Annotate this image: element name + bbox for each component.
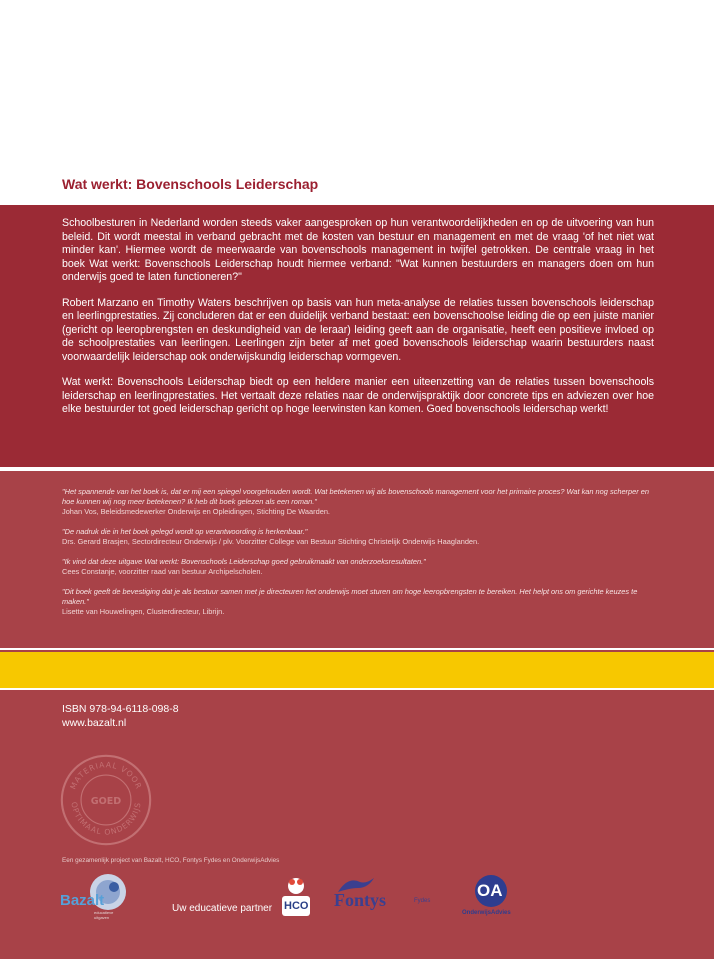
intro-panel (0, 205, 714, 467)
quote-text: "Dit boek geeft de bevestiging dat je als bestuur samen met je directeuren het onderwijs moet sturen om hoge leeropbrengsten te bereiken. Het helpt ons om gerichte keuzes te maken." (62, 587, 638, 606)
quote-author: Drs. Gerard Brasjen, Sectordirecteur Onderwijs / plv. Voorzitter College van Bestuur Stichting Christelijk Onderwijs Haaglanden. (62, 537, 480, 546)
quote-item (62, 557, 662, 577)
book-title: Wat werkt: Bovenschools Leiderschap (62, 176, 319, 192)
hco-wordmark: HCO (284, 900, 309, 912)
intro-text (62, 217, 654, 429)
seal-bottom-text: OPTIMAAL ONDERWIJS (69, 801, 143, 837)
seal-top-text: MATERIAAL VOOR (68, 760, 144, 791)
divider-line (0, 467, 714, 469)
publisher-website: www.bazalt.nl (62, 717, 127, 729)
fontys-wordmark: Fontys (334, 890, 387, 910)
quality-seal-icon (58, 752, 154, 848)
intro-paragraph-2: Robert Marzano en Timothy Waters beschrijven op basis van hun meta-analyse de relaties tussen bovenschools leiderschap en leerlingprestaties. Zij concluderen dat er een duidelijk verband bestaat: een bovenschoolse leiding die op een juiste manier (gericht op leeropbrengsten en deskundigheid van de leraar) leiding geeft aan de organisatie, heeft een positieve invloed op de schoolprestaties van leerlingen. Leerlingen zijn beter af met goed bovenschools leiderschap waarin bestuurders naast voorwaardelijk leiderschap ook onderwijskundig leiderschap vormgeven. (62, 296, 654, 363)
project-credit: Een gezamenlijk project van Bazalt, HCO, Fontys Fydes en OnderwijsAdvies (62, 857, 280, 864)
hco-logo (278, 876, 314, 918)
seal-center-text: GOED (90, 795, 122, 807)
quote-text: "De nadruk die in het boek gelegd wordt op verantwoording is herkenbaar." (62, 527, 308, 536)
intro-paragraph-1: Schoolbesturen in Nederland worden steeds vaker aangesproken op hun verantwoordelijkheden en op de uitvoering van hun beleid. Dit wordt meestal in verband gebracht met de kosten van bestuur en management en met de vraag 'of het niet wat minder kan'. Hiermee wordt de meerwaarde van bovenschools management in twijfel getrokken. De centrale vraag in het boek Wat werkt: Bovenschools Leiderschap houdt hiermee verband: "Wat kunnen bestuurders en managers doen om hun onderwijs goed te laten functioneren?" (62, 217, 654, 283)
isbn-number: ISBN 978-94-6118-098-8 (62, 703, 179, 715)
partner-text: Uw educatieve partner (172, 903, 273, 914)
divider-line (0, 688, 714, 690)
quote-item (62, 487, 662, 517)
oa-wordmark: OA (477, 881, 503, 900)
oa-subtitle: OnderwijsAdvies (462, 910, 511, 916)
quote-text: "Het spannende van het boek is, dat er mij een spiegel voorgehouden wordt. Wat betekenen wij als bovenschools management voor het primaire proces? Wat kan nog scherper en hoe kunnen wij nog meer betekenen? Ik heb dit boek gelezen als een roman." (62, 487, 649, 506)
quotes-list (62, 487, 662, 627)
quote-item (62, 527, 662, 547)
quote-author: Johan Vos, Beleidsmedewerker Onderwijs en Opleidingen, Stichting De Waarden. (62, 507, 330, 516)
fontys-logo (330, 874, 440, 918)
onderwijsadvies-logo (460, 874, 530, 918)
bazalt-wordmark: Bazalt (60, 892, 105, 909)
quote-text: "Ik vind dat deze uitgave Wat werkt: Bovenschools Leiderschap goed gebruikmaakt van onderzoeksresultaten." (62, 557, 426, 566)
intro-paragraph-3: Wat werkt: Bovenschools Leiderschap biedt op een heldere manier een uiteenzetting van de relaties tussen bovenschools leiderschap en leerlingprestaties. Het vertaalt deze relaties naar de onderwijspraktijk door concrete tips en adviezen over hoe elke bestuurder tot goed leiderschap gericht op hoge leerwinsten kan komen. Goed bovenschools leiderschap werkt! (62, 376, 654, 415)
fydes-label: Fydes (414, 898, 431, 904)
divider-line (0, 648, 714, 650)
publication-info (62, 702, 179, 730)
bazalt-subtitle: educatieve uitgaven (94, 910, 114, 920)
quote-author: Lisette van Houwelingen, Clusterdirecteur, Librijn. (62, 607, 225, 616)
yellow-band (0, 652, 714, 688)
quote-item (62, 587, 662, 617)
bazalt-logo (58, 872, 128, 920)
quote-author: Cees Constanje, voorzitter raad van bestuur Archipelscholen. (62, 567, 263, 576)
